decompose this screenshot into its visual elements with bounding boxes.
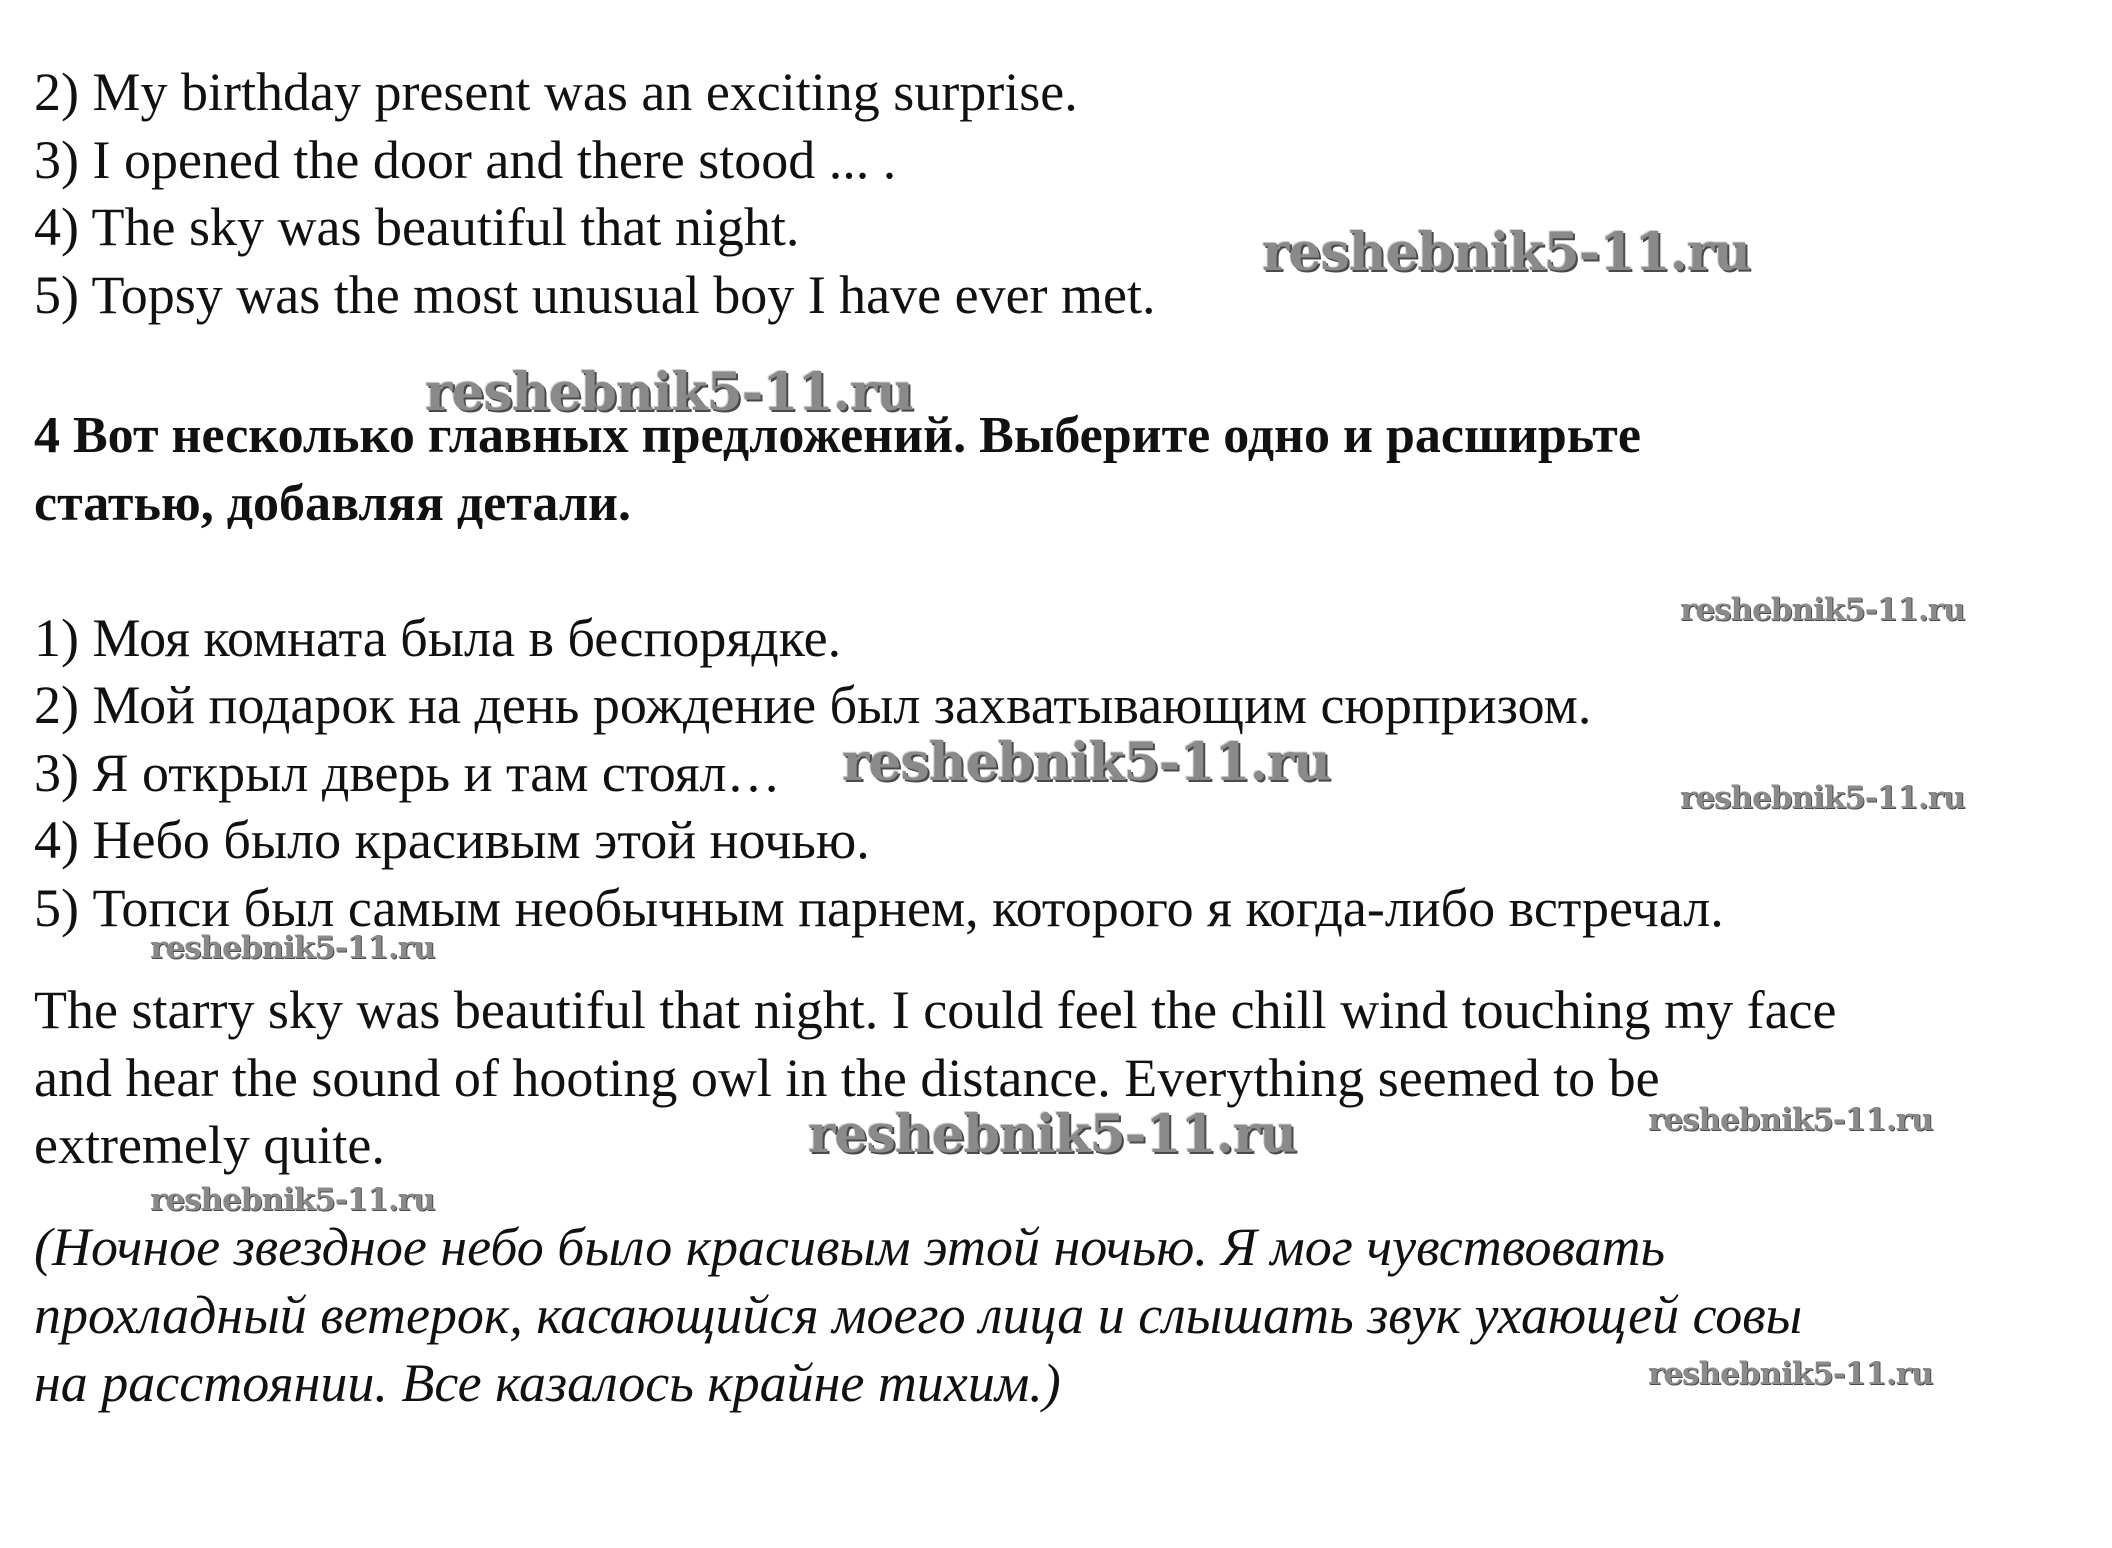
russian-item-1: 1) Моя комната была в беспорядке. [34,608,842,668]
english-item-4: 4) The sky was beautiful that night. [34,197,800,257]
watermark: reshebnik5-11.ru [808,1104,1297,1165]
russian-item-4: 4) Небо было красивым этой ночью. [34,810,870,870]
task4-heading-line2: статью, добавляя детали. [34,475,631,532]
english-item-2: 2) My birthday present was an exciting surprise. [34,62,1078,122]
answer-line-1: The starry sky was beautiful that night. I could feel the chill wind touching my face [34,980,1837,1040]
task4-heading-line1: 4 Вот несколько главных предложений. Выберите одно и расширьте [34,407,1641,464]
watermark: reshebnik5-11.ru [842,732,1331,793]
russian-item-5: 5) Топси был самым необычным парнем, которого я когда-либо встречал. [34,878,1724,938]
answer-line-3: extremely quite. [34,1115,385,1175]
russian-item-3: 3) Я открыл дверь и там стоял… [34,743,781,803]
translation-line-1: (Ночное звездное небо было красивым этой ночью. Я мог чувствовать [34,1217,1666,1277]
translation-line-2: прохладный ветерок, касающийся моего лица и слышать звук ухающей совы [34,1285,1803,1345]
russian-item-2: 2) Мой подарок на день рождение был захватывающим сюрпризом. [34,675,1592,735]
answer-line-2: and hear the sound of hooting owl in the distance. Everything seemed to be [34,1048,1660,1108]
watermark: reshebnik5-11.ru [1648,1356,1933,1392]
english-item-3: 3) I opened the door and there stood ... . [34,130,897,190]
watermark: reshebnik5-11.ru [1648,1102,1933,1138]
watermark: reshebnik5-11.ru [1680,780,1965,816]
watermark: reshebnik5-11.ru [150,1182,435,1218]
watermark: reshebnik5-11.ru [1262,222,1751,283]
translation-line-3: на расстоянии. Все казалось крайне тихим.) [34,1353,1061,1413]
watermark: reshebnik5-11.ru [150,930,435,966]
english-item-5: 5) Topsy was the most unusual boy I have ever met. [34,265,1156,325]
watermark: reshebnik5-11.ru [1680,592,1965,628]
watermark: reshebnik5-11.ru [425,362,914,423]
